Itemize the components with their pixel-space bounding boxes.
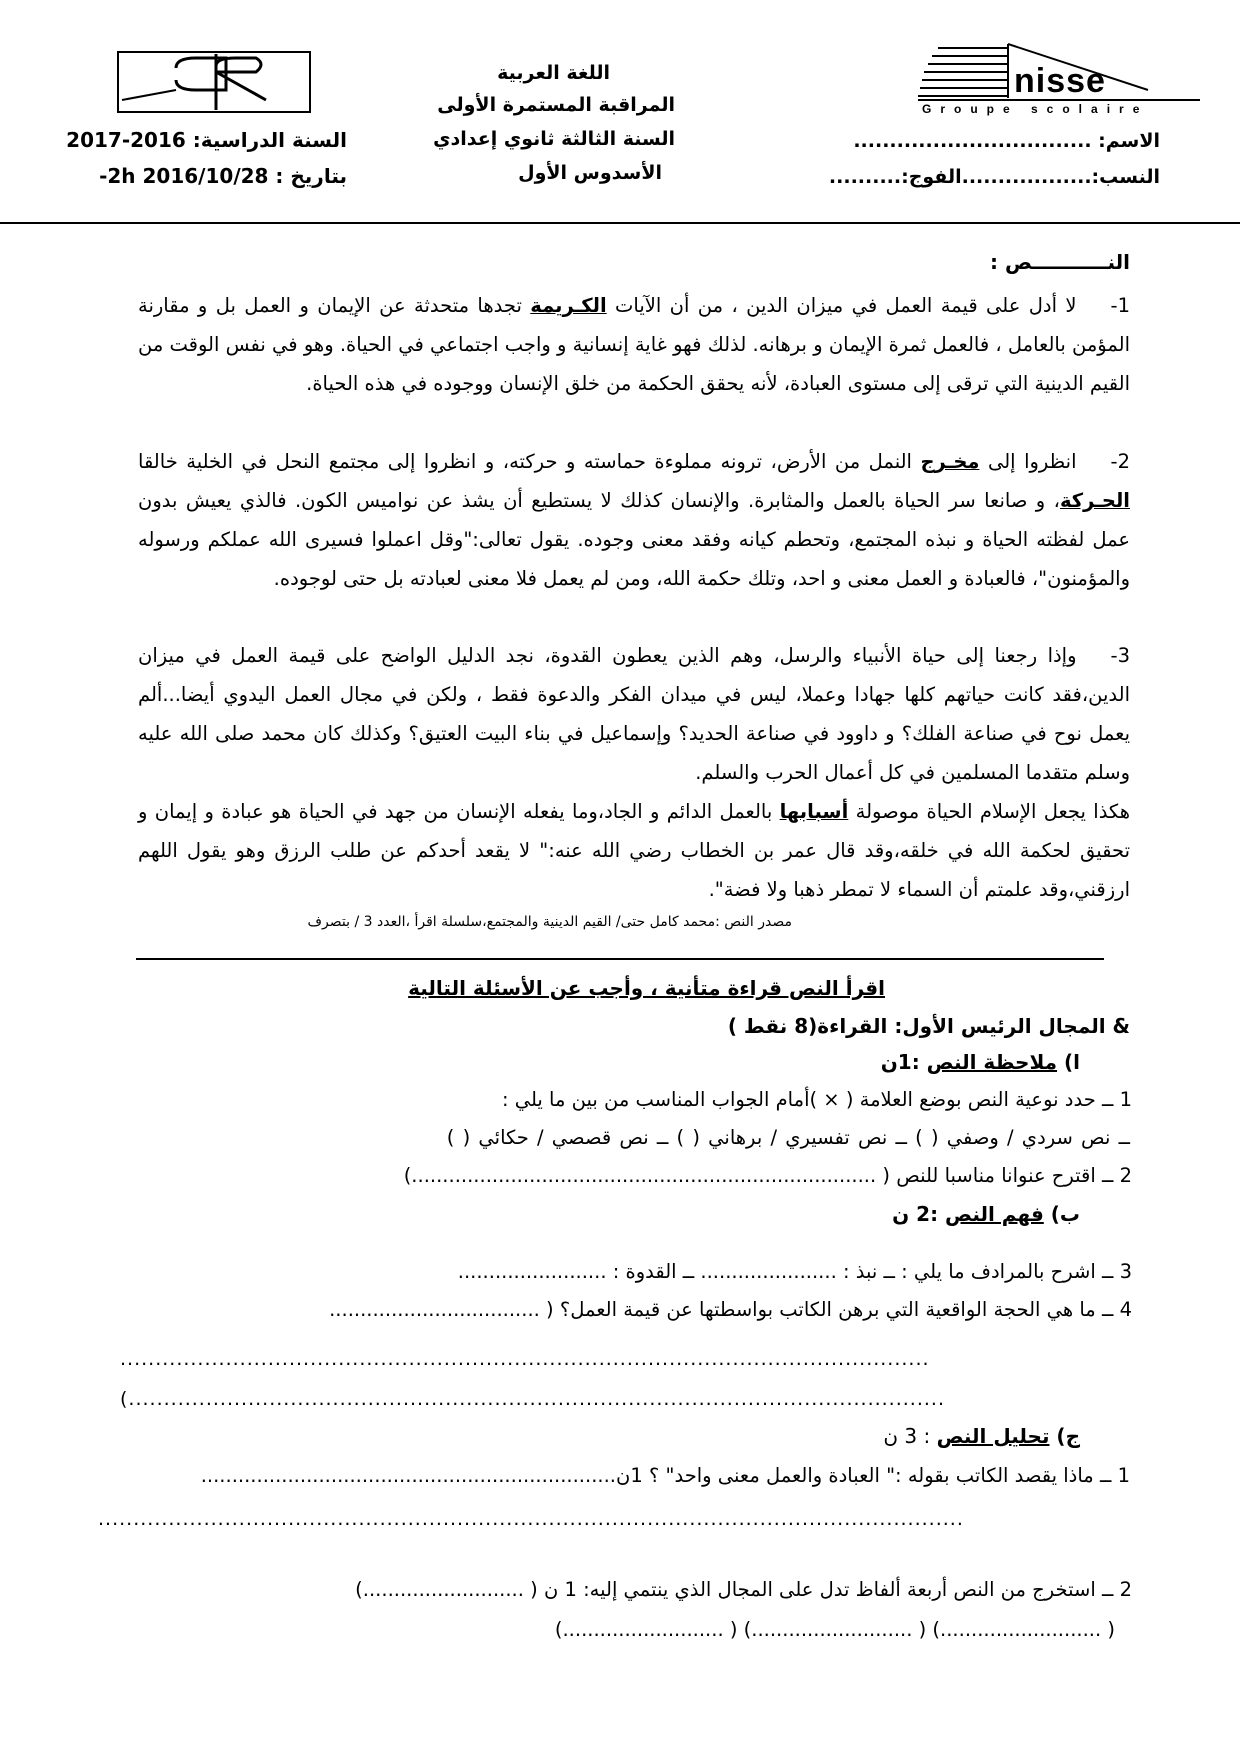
exam-date: بتاريخ : 2016/10/28 2h- bbox=[99, 164, 347, 188]
name-field: الاسم: ................................. bbox=[853, 130, 1160, 152]
analysis-question-2[interactable]: 2 ــ استخرج من النص أربعة ألفاظ تدل على المجال الذي ينتمي إليه: 1 ن ( ..........................) bbox=[355, 1578, 1132, 1601]
paragraph-3-number: 3- bbox=[1110, 644, 1130, 667]
question-4[interactable]: 4 ــ ما هي الحجة الواقعية التي برهن الكاتب بواسطتها عن قيمة العمل؟ ( .................................. bbox=[329, 1298, 1132, 1321]
question-2[interactable]: 2 ــ اقترح عنوانا مناسبا للنص ( ...........................................................................) bbox=[403, 1164, 1132, 1187]
part-a-points: :1ن bbox=[880, 1050, 927, 1074]
paragraph-3 bbox=[138, 636, 1130, 792]
text-title: النـــــــــــص : bbox=[990, 250, 1130, 274]
part-b-title: فهم النص bbox=[945, 1202, 1044, 1226]
question-3[interactable]: 3 ــ اشرح بالمرادف ما يلي : ــ نبذ : ...................... ــ القدوة : ........................ bbox=[457, 1260, 1132, 1283]
header-level: السنة الثالثة ثانوي إعدادي bbox=[433, 128, 675, 150]
ministry-logo bbox=[116, 50, 312, 114]
question-1-options[interactable]: ــ نص سردي / وصفي ( ) ــ نص تفسيري / برهاني ( ) ــ نص قصصي / حكائي ( ) bbox=[446, 1126, 1130, 1149]
paragraph-1-text-a: لا أدل على قيمة العمل في ميزان الدين ، من أن الآيات bbox=[606, 294, 1077, 317]
paragraph-1-number: 1- bbox=[1110, 294, 1130, 317]
paragraph-2-text-c: ، و صانعا سر الحياة بالعمل والمثابرة. والإنسان كذلك لا يستطيع أن يشذ عن نواميس الكون. فالذي يعيش بدون عمل لفظته الحياة و نبذه المجتمع، وتحطم كيانه وفقد معنى وجوده. يقول تعالى:"وقل اعملوا فسيرى الله عملكم ورسوله والمؤمنون"، فالعبادة و العمل معنى و احد، وتلك حكمة الله، ومن لم يعمل فلا معنى لعبادته بل حتى لوجوده. bbox=[138, 489, 1130, 590]
school-logo bbox=[918, 40, 1200, 120]
part-c-title: تحليل النص bbox=[936, 1424, 1050, 1448]
question-4-answer-line-1[interactable]: ................................................................................................................... bbox=[120, 1348, 930, 1370]
paragraph-4 bbox=[138, 792, 1130, 909]
part-c-label: ج) bbox=[1049, 1424, 1080, 1448]
paragraph-2-number: 2- bbox=[1110, 450, 1130, 473]
keyword-asbabuha: أسبابها bbox=[779, 800, 849, 823]
keyword-kareema: الكـريمة bbox=[530, 294, 607, 317]
paragraph-1 bbox=[138, 286, 1130, 403]
header-divider bbox=[0, 222, 1240, 224]
part-c-points: : 3 ن bbox=[883, 1424, 937, 1448]
header-semester: الأسدوس الأول bbox=[518, 162, 662, 184]
school-year: السنة الدراسية: 2016-2017 bbox=[66, 128, 347, 152]
section-1-title: & المجال الرئيس الأول: القراءة(8 نقط ) bbox=[727, 1014, 1130, 1038]
header-subject: اللغة العربية bbox=[497, 62, 610, 84]
question-1: 1 ــ حدد نوعية النص بوضع العلامة ( × )أمام الجواب المناسب من بين ما يلي : bbox=[501, 1088, 1132, 1111]
text-divider bbox=[136, 958, 1104, 960]
text-source: مصدر النص :محمد كامل حتى/ القيم الدينية والمجتمع،سلسلة اقرأ ،العدد 3 / بتصرف bbox=[307, 914, 792, 930]
paragraph-3-text: وإذا رجعنا إلى حياة الأنبياء والرسل، وهم الذين يعطون القدوة، نجد الدليل الواضح على قيمة العمل في ميزان الدين،فقد كانت حياتهم كلها جهادا وعملا، ليس في ميدان الفكر والدعوة فقط ، ولكن في مجال العمل اليدوي أيضا...ألم يعمل نوح في صناعة الفلك؟ و داوود في صناعة الحديد؟ وإسماعيل في بناء البيت العتيق؟ وكذلك كان محمد صلى الله عليه وسلم متقدما المسلمين في كل أعمال الحرب والسلم. bbox=[138, 644, 1130, 784]
analysis-question-1-answer-line[interactable]: ........................................................................................................................... bbox=[98, 1508, 964, 1530]
part-b-heading bbox=[892, 1202, 1080, 1226]
logo-box-graphic bbox=[116, 50, 312, 114]
part-a-title: ملاحظة النص bbox=[926, 1050, 1058, 1074]
family-field: النسب:..................الفوج:.......... bbox=[828, 166, 1160, 188]
keyword-haraka: الحـركة bbox=[1059, 489, 1130, 512]
paragraph-2-text-a: انظروا إلى bbox=[979, 450, 1077, 473]
part-a-heading bbox=[881, 1050, 1080, 1074]
part-c-heading bbox=[883, 1424, 1080, 1448]
paragraph-2-text-b: النمل من الأرض، ترونه مملوءة حماسته و حركته، و انظروا إلى مجتمع النحل في الخلية خالقا bbox=[138, 450, 921, 473]
logo-text: nisse bbox=[1014, 62, 1106, 100]
logo-subtext: Groupe scolaire bbox=[922, 102, 1149, 116]
part-a-label: ا) bbox=[1057, 1050, 1080, 1074]
question-4-answer-line-2[interactable]: ....................................................................................................................) bbox=[120, 1388, 946, 1410]
paragraph-1-text-b: تجدها متحدثة عن الإيمان و العمل بل و مقارنة المؤمن بالعامل ، فالعمل ثمرة الإيمان و برهانه. لذلك فهو غاية إنسانية و واجب اجتماعي في الحياة. وهو في نفس الوقت من القيم الدينية التي ترقى إلى مستوى العبادة، لأنه يحقق الحكمة من خلق الإنسان ووجوده في هذه الحياة. bbox=[138, 294, 1130, 395]
part-b-points: :2 ن bbox=[892, 1202, 946, 1226]
analysis-question-2-answer-line[interactable]: ( ..........................) ( ..........................) ( ..........................) bbox=[554, 1618, 1115, 1641]
header-exam: المراقبة المستمرة الأولى bbox=[437, 94, 675, 116]
paragraph-4-text-b: بالعمل الدائم و الجاد،وما يفعله الإنسان من جهد في الحياة هو عبادة و إيمان و تحقيق لحكمة الله في خلقه،وقد قال عمر بن الخطاب رضي الله عنه:" لا يقعد أحدكم عن طلب الرزق وهو يقول اللهم ارزقني،وقد علمتم أن السماء لا تمطر ذهبا ولا فضة". bbox=[138, 800, 1130, 901]
keyword-makhraj: مخـرج bbox=[920, 450, 980, 473]
paragraph-2 bbox=[138, 442, 1130, 598]
analysis-question-1[interactable]: 1 ــ ماذا يقصد الكاتب بقوله :" العبادة والعمل معنى واحد" ؟ 1ن................................................................... bbox=[200, 1464, 1130, 1487]
instructions: اقرأ النص قراءة متأنية ، وأجب عن الأسئلة التالية bbox=[408, 976, 885, 1000]
part-b-label: ب) bbox=[1043, 1202, 1080, 1226]
paragraph-4-text-a: هكذا يجعل الإسلام الحياة موصولة bbox=[848, 800, 1130, 823]
